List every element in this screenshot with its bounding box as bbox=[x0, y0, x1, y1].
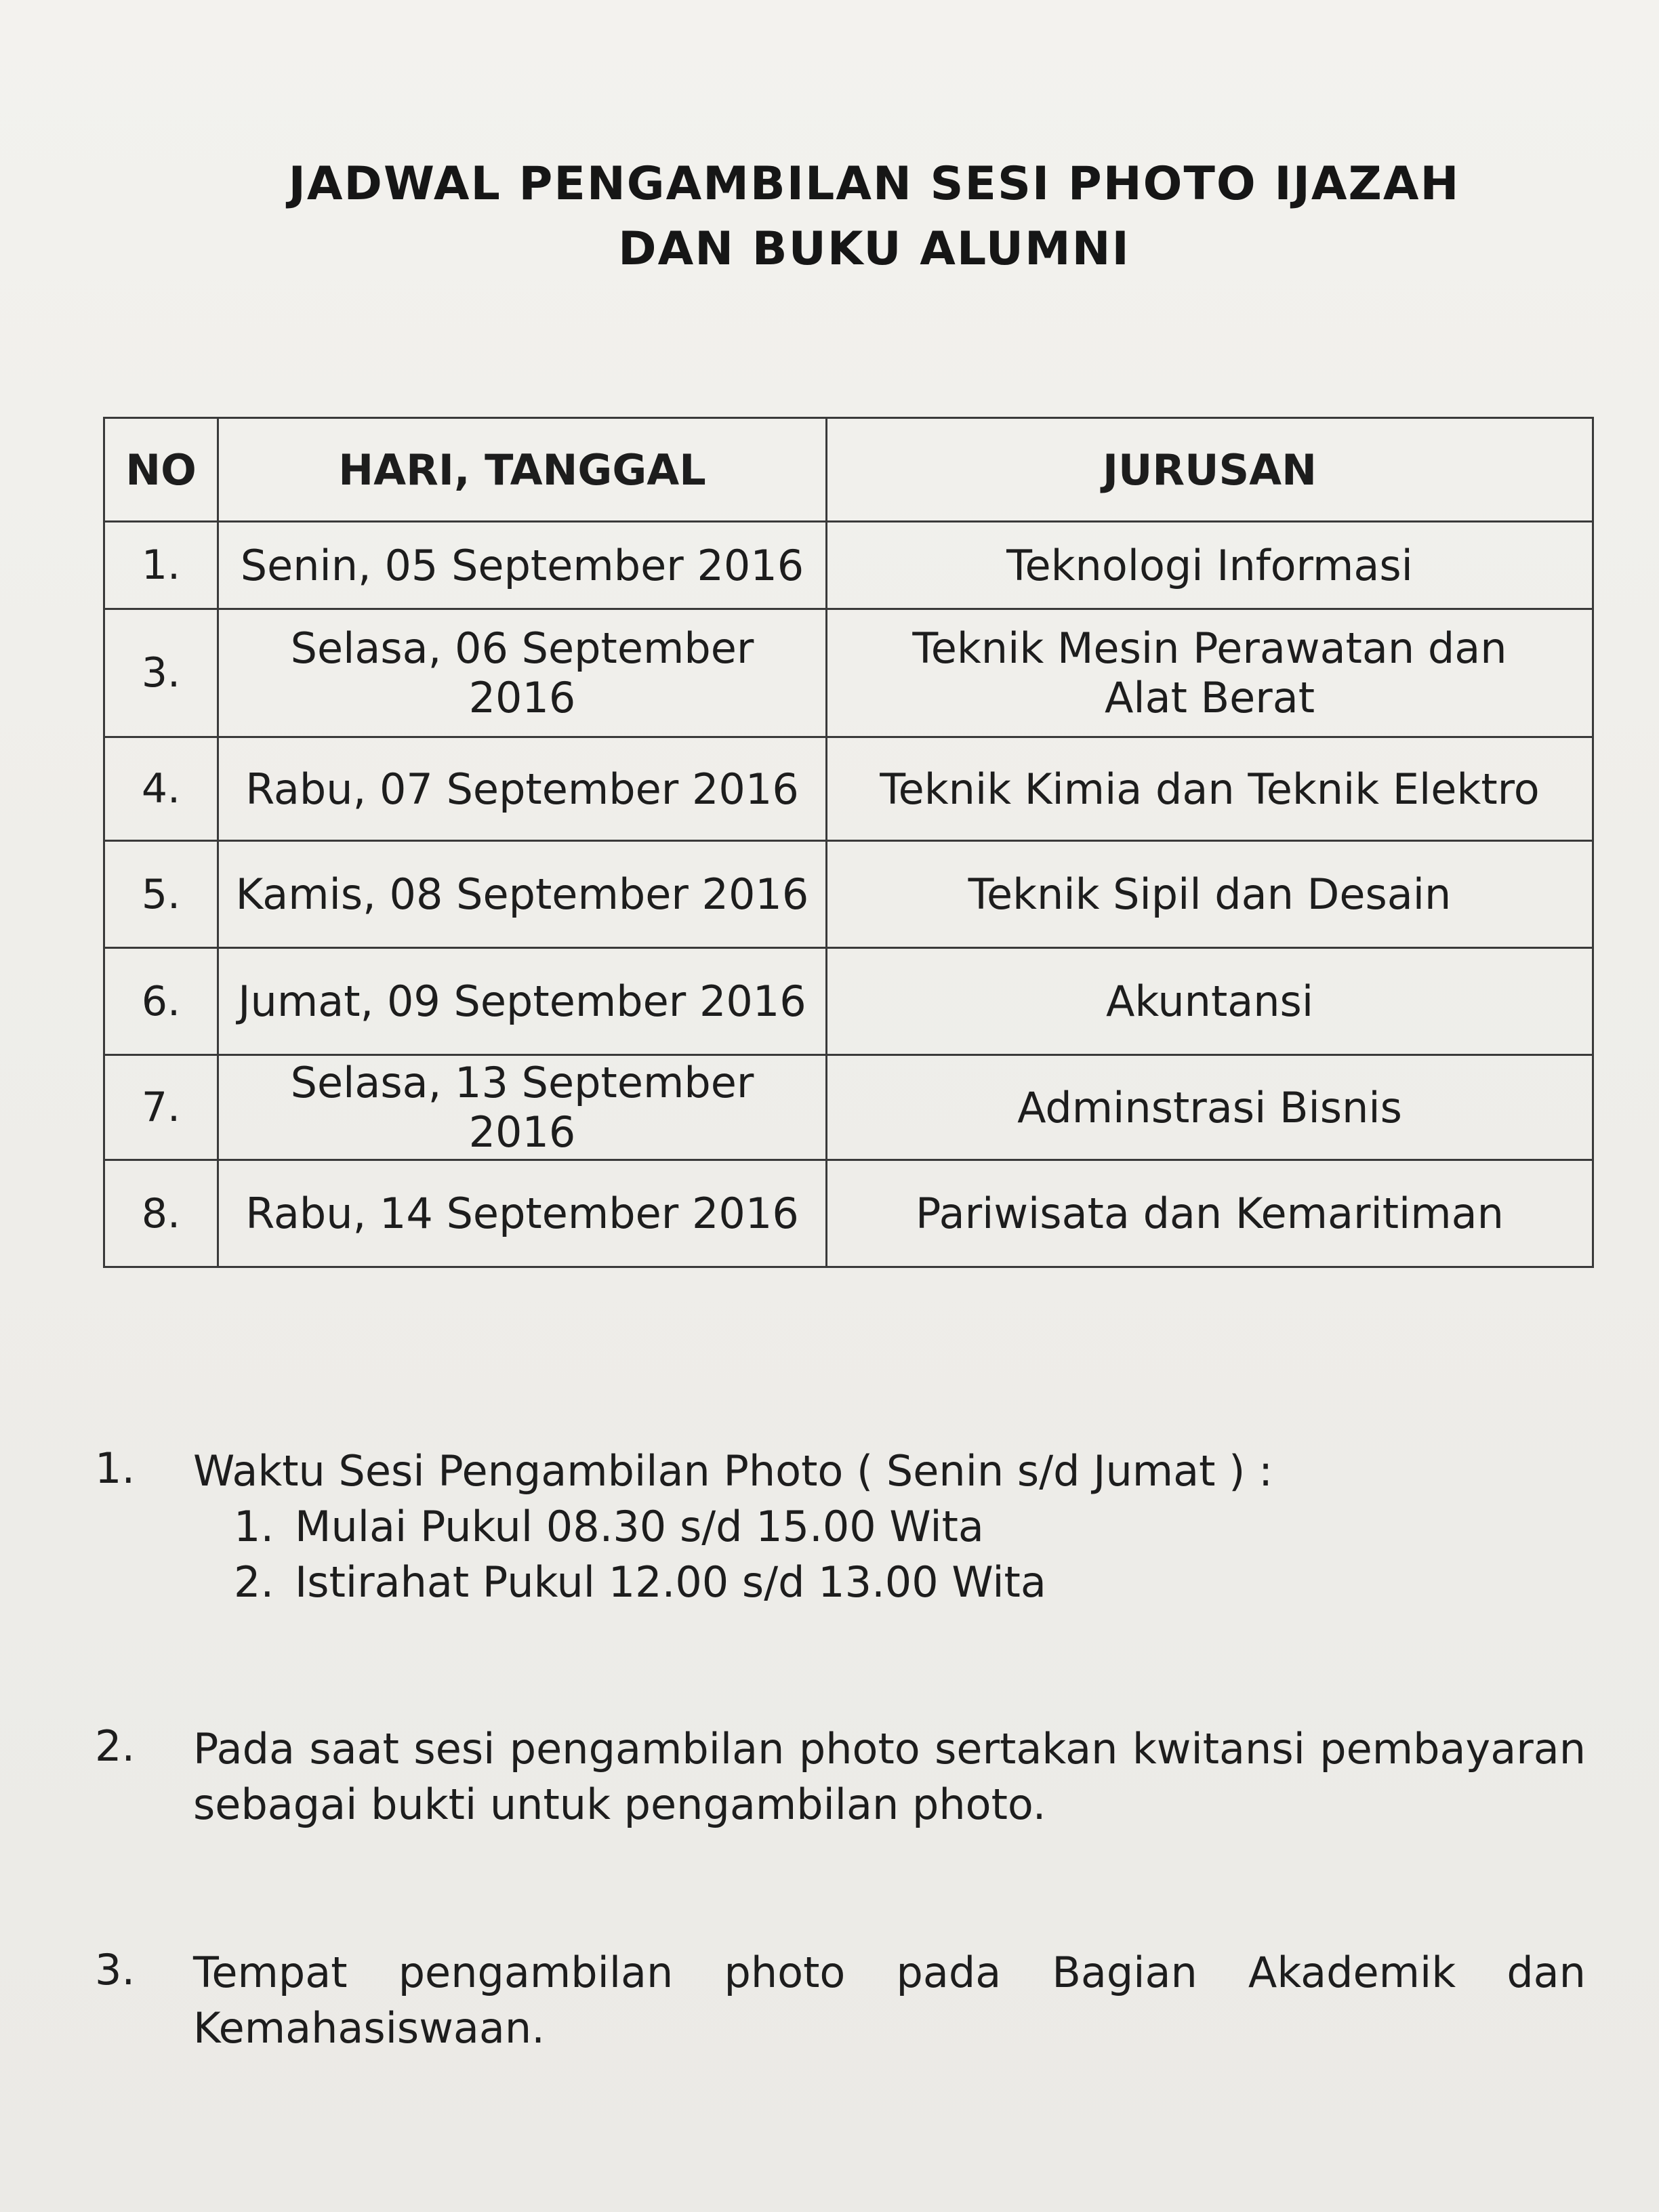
note-body bbox=[193, 1721, 1586, 1832]
note-word: Akademik bbox=[1248, 1948, 1456, 1997]
row-jurusan: Teknik Sipil dan Desain bbox=[827, 841, 1593, 948]
table-row bbox=[104, 1055, 1593, 1160]
note-word: Tempat bbox=[193, 1948, 348, 1997]
note-line-2: Kemahasiswaan. bbox=[193, 2003, 545, 2053]
row-date: Jumat, 09 September 2016 bbox=[218, 948, 827, 1055]
table-row bbox=[104, 522, 1593, 609]
note-number: 2. bbox=[95, 1721, 136, 1771]
sub-item-text: Istirahat Pukul 12.00 s/d 13.00 Wita bbox=[295, 1557, 1046, 1607]
row-no: 1. bbox=[104, 522, 218, 609]
table-header-row bbox=[104, 418, 1593, 522]
row-jurusan-line-2: Alat Berat bbox=[1104, 673, 1315, 722]
schedule-table bbox=[103, 417, 1594, 1268]
row-jurusan: Adminstrasi Bisnis bbox=[827, 1055, 1593, 1160]
note-word: dan bbox=[1507, 1948, 1586, 1997]
sub-item bbox=[234, 1555, 1586, 1610]
sub-item-number: 1. bbox=[234, 1502, 274, 1551]
header-date: HARI, TANGGAL bbox=[218, 418, 827, 522]
document-title-line-1: JADWAL PENGAMBILAN SESI PHOTO IJAZAH bbox=[288, 157, 1460, 211]
note-body bbox=[193, 1945, 1586, 2056]
note-line-1: Pada saat sesi pengambilan photo sertakan kwitansi pembayaran bbox=[193, 1724, 1586, 1774]
row-jurusan: Teknik Kimia dan Teknik Elektro bbox=[827, 737, 1593, 841]
table-row bbox=[104, 1160, 1593, 1267]
note-number: 1. bbox=[95, 1443, 136, 1493]
note-word: photo bbox=[724, 1948, 846, 1997]
row-no: 3. bbox=[104, 609, 218, 737]
row-date: Kamis, 08 September 2016 bbox=[218, 841, 827, 948]
note-number: 3. bbox=[95, 1945, 136, 1994]
sub-item-number: 2. bbox=[234, 1557, 274, 1607]
row-jurusan: Teknologi Informasi bbox=[827, 522, 1593, 609]
header-jurusan: JURUSAN bbox=[827, 418, 1593, 522]
row-jurusan bbox=[827, 609, 1593, 737]
row-no: 6. bbox=[104, 948, 218, 1055]
row-jurusan: Akuntansi bbox=[827, 948, 1593, 1055]
row-no: 8. bbox=[104, 1160, 218, 1267]
note-word: pengambilan bbox=[398, 1948, 674, 1997]
note-line-2: sebagai bukti untuk pengambilan photo. bbox=[193, 1780, 1046, 1829]
table-row bbox=[104, 609, 1593, 737]
row-date: Rabu, 07 September 2016 bbox=[218, 737, 827, 841]
row-date: Selasa, 13 September 2016 bbox=[218, 1055, 827, 1160]
row-jurusan-line-1: Teknik Mesin Perawatan dan bbox=[912, 623, 1507, 673]
document-title-line-2: DAN BUKU ALUMNI bbox=[618, 222, 1130, 276]
header-no: NO bbox=[104, 418, 218, 522]
row-no: 5. bbox=[104, 841, 218, 948]
row-date: Selasa, 06 September 2016 bbox=[218, 609, 827, 737]
note-body bbox=[193, 1443, 1586, 1610]
row-no: 7. bbox=[104, 1055, 218, 1160]
table-row bbox=[104, 737, 1593, 841]
row-date: Senin, 05 September 2016 bbox=[218, 522, 827, 609]
sub-item-text: Mulai Pukul 08.30 s/d 15.00 Wita bbox=[295, 1502, 984, 1551]
note-text: Waktu Sesi Pengambilan Photo ( Senin s/d Jumat ) : bbox=[193, 1446, 1273, 1496]
sub-item bbox=[234, 1499, 1586, 1555]
row-jurusan: Pariwisata dan Kemaritiman bbox=[827, 1160, 1593, 1267]
row-no: 4. bbox=[104, 737, 218, 841]
note-word: pada bbox=[896, 1948, 1002, 1997]
note-word: Bagian bbox=[1052, 1948, 1197, 1997]
row-date: Rabu, 14 September 2016 bbox=[218, 1160, 827, 1267]
note-line-1 bbox=[193, 1945, 1586, 2001]
table-row bbox=[104, 948, 1593, 1055]
table-row bbox=[104, 841, 1593, 948]
